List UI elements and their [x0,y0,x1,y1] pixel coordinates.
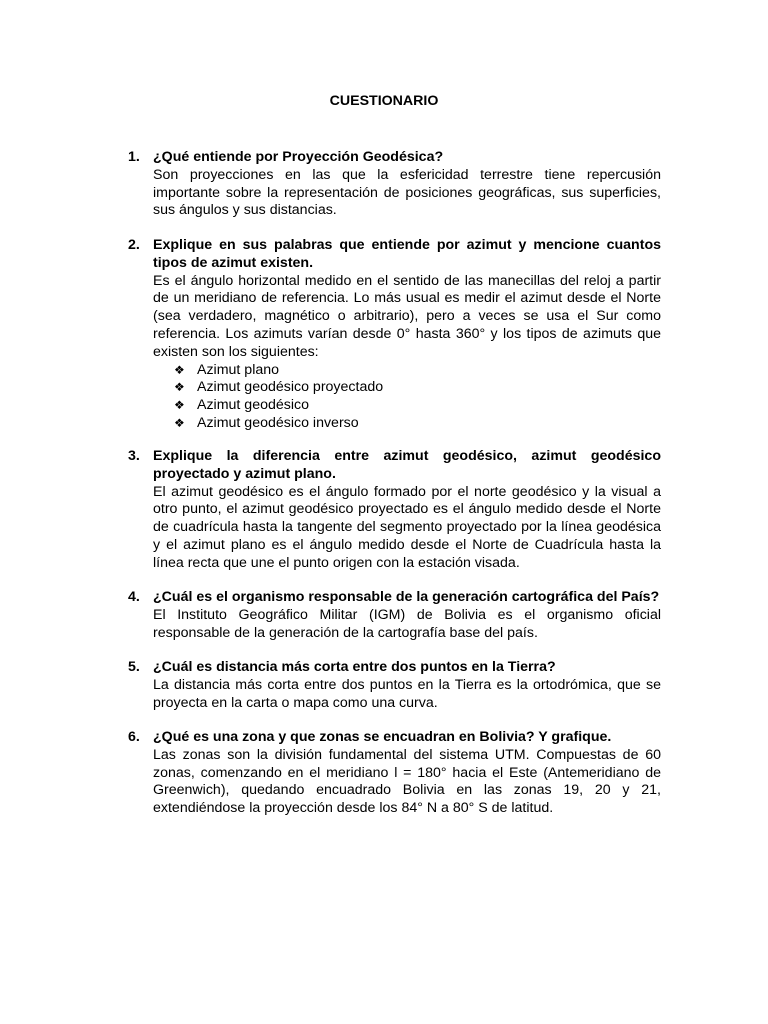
question-number: 2. [128,237,140,253]
document-title: CUESTIONARIO [329,93,439,109]
diamond-bullet-icon: ❖ [174,398,185,413]
question-text: Explique en sus palabras que entiende por azimut y mencione cuantos tipos de azimut existen. [153,237,661,271]
answer-text: Son proyecciones en las que la esfericidad terrestre tiene repercusión importante sobre la representación de posiciones geográficas, sus superficies, sus ángulos y sus distancias. [153,166,661,219]
question-text: Explique la diferencia entre azimut geodésico, azimut geodésico proyectado y azimut plano. [153,448,661,482]
diamond-bullet-icon: ❖ [174,415,185,430]
list-item [174,397,661,415]
list-item-label: Azimut geodésico inverso [197,414,359,431]
azimut-types-list [153,362,661,433]
question-number: 5. [128,659,140,675]
list-item [174,415,661,433]
diamond-bullet-icon: ❖ [174,380,185,395]
question-1 [128,149,661,220]
list-item-label: Azimut plano [197,361,280,378]
question-number: 4. [128,589,140,605]
answer-text: El Instituto Geográfico Militar (IGM) de Bolivia es el organismo oficial responsable de la generación de la cartografía base del país. [153,606,661,641]
question-number: 3. [128,448,140,464]
list-item [174,379,661,397]
question-text: ¿Qué entiende por Proyección Geodésica? [153,149,444,165]
answer-text: La distancia más corta entre dos puntos en la Tierra es la ortodrómica, que se proyecta en la carta o mapa como una curva. [153,676,661,711]
question-3 [128,448,661,573]
question-2 [128,237,661,433]
question-text: ¿Cuál es el organismo responsable de la generación cartográfica del País? [153,589,660,605]
question-5 [128,659,661,712]
answer-text: Es el ángulo horizontal medido en el sentido de las manecillas del reloj a partir de un meridiano de referencia. Lo más usual es medir el azimut desde el Norte (sea verdadero, magnético o arbitrario), pero a veces se usa el Sur como referencia. Los azimuts varían desde 0° hasta 360° y los tipos de azimuts que existen son los siguientes: [153,272,661,360]
answer-text: El azimut geodésico es el ángulo formado por el norte geodésico y la visual a otro punto, el azimut geodésico proyectado es el ángulo medido desde el Norte de cuadrícula hasta la tangente del segmento proyectado por la línea geodésica y el azimut plano es el ángulo medido desde el Norte de Cuadrícula hasta la línea recta que une el punto origen con la estación visada. [153,483,661,571]
list-item-label: Azimut geodésico [197,397,309,414]
question-text: ¿Cuál es distancia más corta entre dos puntos en la Tierra? [153,659,556,675]
question-number: 6. [128,729,140,745]
list-item-label: Azimut geodésico proyectado [197,379,384,396]
question-number: 1. [128,149,140,165]
diamond-bullet-icon: ❖ [174,362,185,377]
question-6 [128,729,661,818]
answer-text: Las zonas son la división fundamental del sistema UTM. Compuestas de 60 zonas, comenzando en el meridiano l = 180° hacia el Este (Antemeridiano de Greenwich), quedando encuadrado Bolivia en las zonas 19, 20 y 21, extendiéndose la proyección desde los 84° N a 80° S de latitud. [153,746,661,817]
question-text: ¿Qué es una zona y que zonas se encuadran en Bolivia? Y grafique. [153,729,612,745]
list-item [174,362,661,380]
question-4 [128,589,661,642]
